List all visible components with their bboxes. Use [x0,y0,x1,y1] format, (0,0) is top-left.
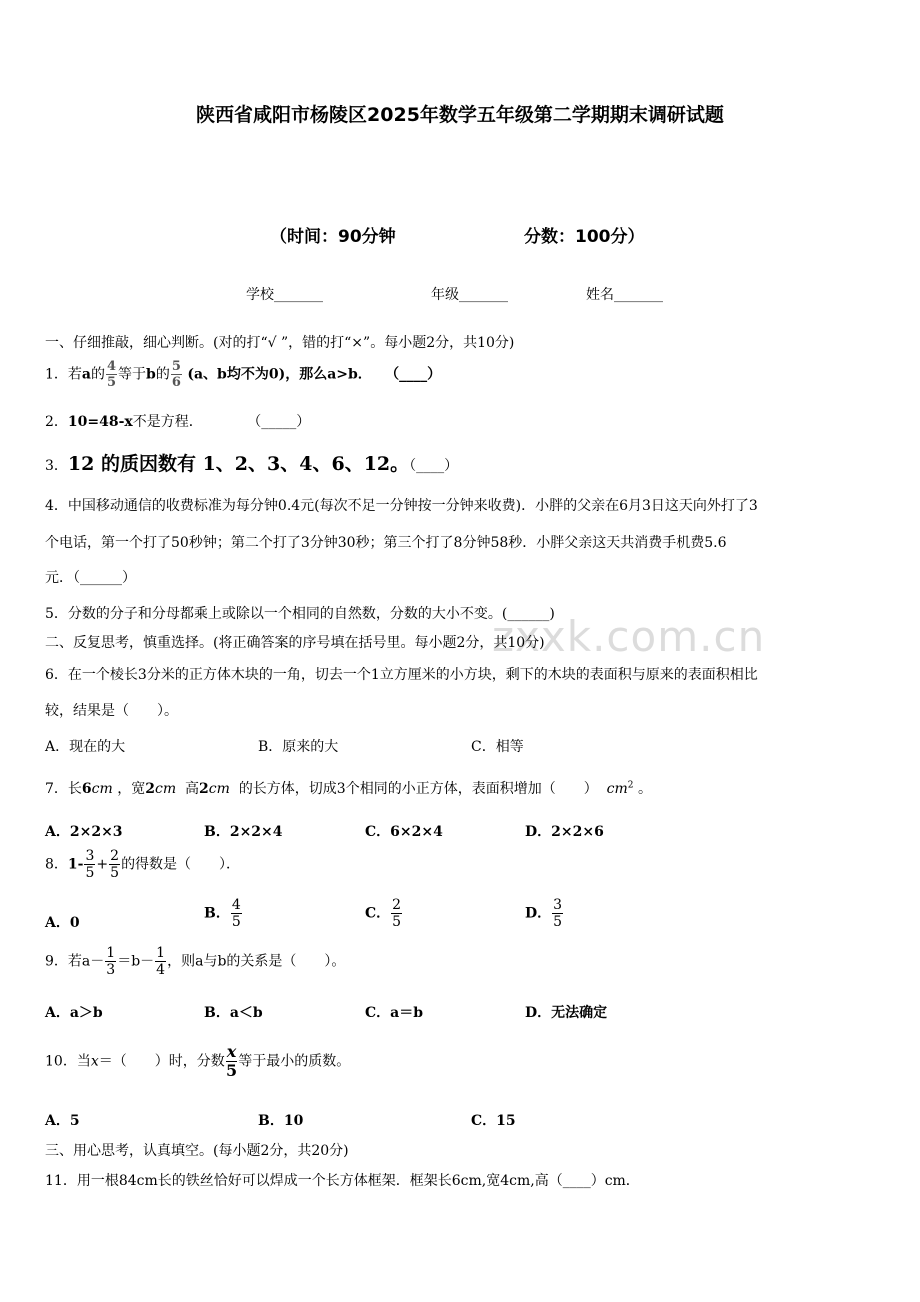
q3-answer-blank: （____） [409,458,459,474]
q8-fraction-2-5: $\frac{2}{5}$ [110,848,120,881]
q1-answer-blank: （____） [385,366,442,383]
q7-option-d: D．2×2×6 [525,824,604,840]
question-8 [45,849,240,880]
question-9 [45,946,345,977]
q7-unit-3: cm [208,781,230,797]
q8-plus: + [96,856,109,873]
question-2 [45,411,310,431]
q9-option-b: B．a＜b [204,1005,263,1021]
q8-one: 1- [67,856,84,873]
q8-option-a: A．0 [45,915,80,931]
q6-option-a: A．现在的大 [45,739,126,755]
q2-equation: 10=48-x [67,414,133,430]
q8-option-c-fraction: $\frac{2}{5}$ [392,897,402,930]
q8-tail: 的得数是（ ）． [121,856,241,873]
q7-option-a: A．2×2×3 [45,824,123,840]
question-1 [45,360,441,389]
question-10 [45,1044,350,1079]
question-3 [45,449,458,476]
question-5: 5．分数的分子和分母都乘上或除以一个相同的自然数，分数的大小不变。(______) [45,606,555,622]
q7-text-2: ，宽 [117,781,146,797]
q7-end: 。 [637,781,652,797]
exam-score: 分数：100分） [524,227,645,247]
q1-text-d: 等于 [118,366,147,383]
q2-number: 2． [45,414,68,430]
section-2-heading: 二、反复思考，慎重选择。(将正确答案的序号填在括号里。每小题2分，共10分) [45,635,545,651]
question-7 [45,778,652,798]
question-4-line-1: 4．中国移动通信的收费标准为每分钟0.4元(每次不足一分钟按一分钟来收费)．小胖的父亲在6月3日这天向外打了3 [45,498,758,514]
q1-fraction-5-6: $\frac{5}{6}$ [171,359,181,390]
q1-text-a: 若 [67,366,82,383]
q7-unit-4: cm [606,781,628,797]
q3-text: 12 的质因数有 1、2、3、4、6、12。 [67,453,410,475]
q1-number: 1． [45,366,68,383]
question-4-line-2: 个电话，第一个打了50秒钟；第二个打了3分钟30秒；第三个打了8分钟58秒．小胖父亲这天共消费手机费5.6 [45,535,727,551]
question-6-line-2: 较，结果是（ ）。 [45,703,178,719]
q7-superscript: 2 [627,780,634,791]
q3-number: 3． [45,458,68,474]
q8-option-b-fraction: $\frac{4}{5}$ [231,897,241,930]
q10-tail: 等于最小的质数。 [238,1053,351,1070]
q8-option-d-fraction: $\frac{3}{5}$ [553,897,563,930]
q9-option-c: C．a＝b [365,1005,424,1021]
question-4-line-3: 元．（______） [45,570,136,586]
name-field: 姓名_______ [586,287,663,303]
q10-lead: 当 [76,1053,91,1070]
q9-lead: 若a－ [67,953,105,970]
q10-number: 10． [45,1053,77,1070]
q9-mid: ＝b－ [117,953,155,970]
q7-option-c: C．6×2×4 [365,824,443,840]
q7-text-1: 7．长 [45,781,82,797]
page-title: 陕西省咸阳市杨陵区2025年数学五年级第二学期期末调研试题 [196,104,724,126]
q7-text-4: 的长方体，切成3个相同的小正方体，表面积增加（ ） [238,781,598,797]
q8-option-b: B． $\frac{4}{5}$ [204,897,241,930]
school-field: 学校_______ [246,287,323,303]
section-3-heading: 三、用心思考，认真填空。(每小题2分，共20分) [45,1143,349,1159]
q7-unit-2: cm [155,781,177,797]
q8-number: 8． [45,856,68,873]
q7-height: 2 [199,781,209,797]
q1-text-c: 的 [91,366,105,383]
q6-option-c: C．相等 [471,739,524,755]
q7-option-b: B．2×2×4 [204,824,283,840]
q10-option-c: C．15 [471,1113,516,1129]
q7-unit-1: cm [91,781,113,797]
q2-text: 不是方程． [132,414,203,430]
q9-option-d: D．无法确定 [525,1005,608,1021]
q7-length: 6 [81,781,92,797]
q9-fraction-1-3: $\frac{1}{3}$ [106,945,116,978]
q1-condition: (a、b均不为0)，那么a>b． [187,366,372,383]
q10-option-b: B．10 [258,1113,304,1129]
q2-answer-blank: （_____） [247,414,311,430]
q8-option-c: C． $\frac{2}{5}$ [365,897,402,930]
q9-number: 9． [45,953,68,970]
q9-option-a: A．a＞b [45,1005,103,1021]
watermark: zxxk.com.cn [492,612,766,661]
q1-var-a: a [81,366,91,383]
q8-fraction-3-5: $\frac{3}{5}$ [85,848,95,881]
q1-var-b: b [146,366,156,383]
q9-fraction-1-4: $\frac{1}{4}$ [156,945,166,978]
section-1-heading: 一、仔细推敲，细心判断。(对的打“√ ”，错的打“×”。每小题2分，共10分) [45,335,515,351]
q7-text-3: 高 [185,781,200,797]
q9-tail: ，则a与b的关系是（ ）。 [167,953,346,970]
q7-width: 2 [145,781,155,797]
q6-option-b: B．原来的大 [258,739,339,755]
q10-eq: ＝（ ）时，分数 [98,1053,225,1070]
q10-option-a: A．5 [45,1113,80,1129]
grade-field: 年级_______ [431,287,508,303]
question-11: 11．用一根84cm长的铁丝恰好可以焊成一个长方体框架．框架长6cm,宽4cm,高（____）cm． [45,1173,640,1189]
question-6-line-1: 6．在一个棱长3分米的正方体木块的一角，切去一个1立方厘米的小方块，剩下的木块的表面积与原来的表面积相比 [45,667,758,683]
q1-text-f: 的 [155,366,170,383]
q10-x: x [90,1053,99,1070]
q10-fraction-x-5: $\frac{x}{5}$ [225,1042,238,1080]
exam-time: （时间：90分钟 [270,227,396,247]
q8-option-d: D． $\frac{3}{5}$ [525,897,563,930]
q1-fraction-4-5: $\frac{4}{5}$ [107,359,117,390]
